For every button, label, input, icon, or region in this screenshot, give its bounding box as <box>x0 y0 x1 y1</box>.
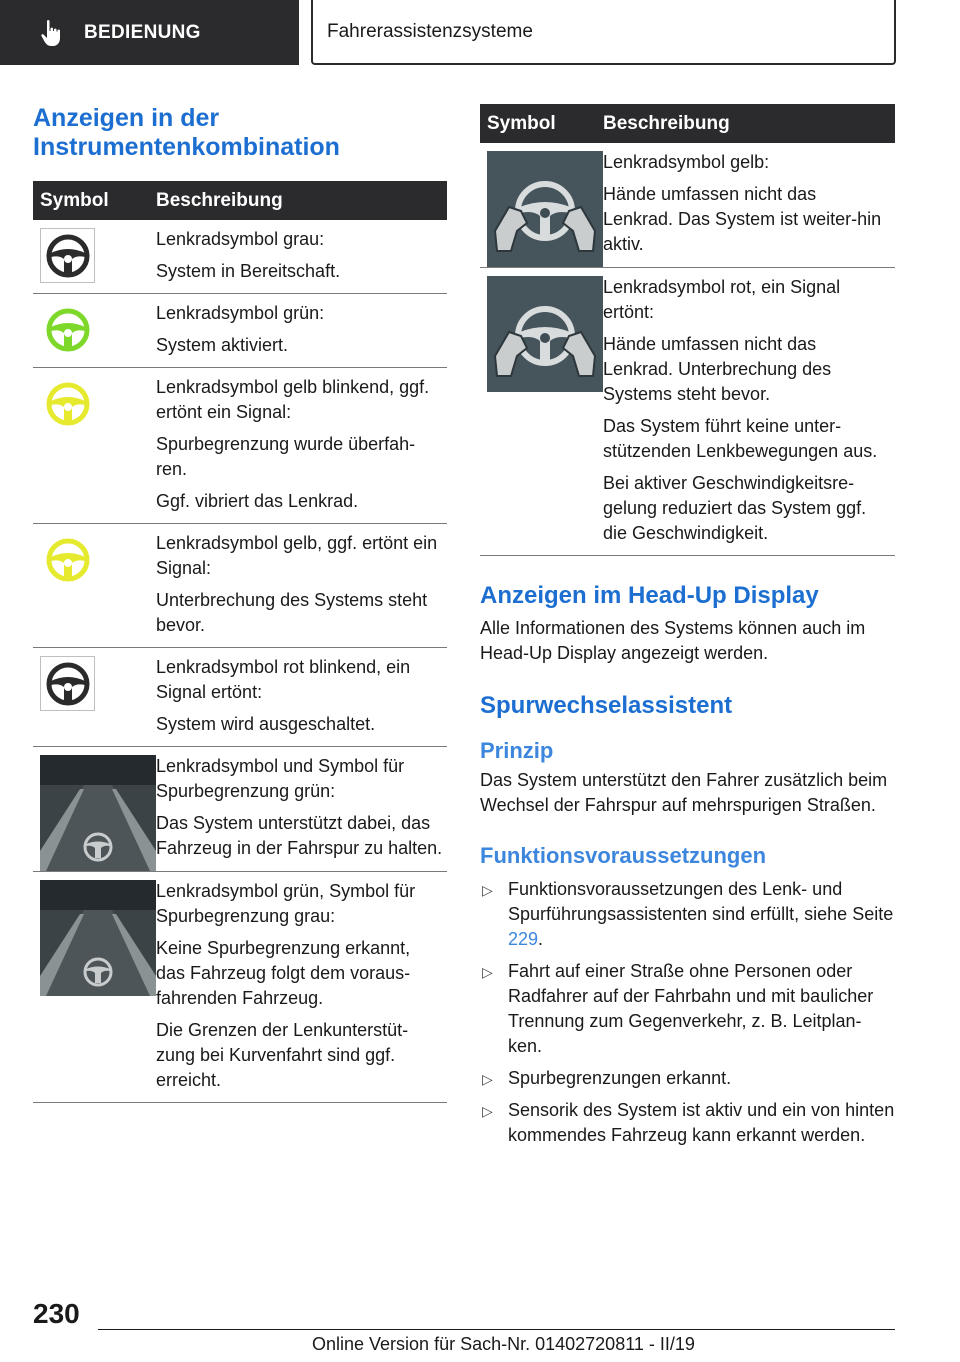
symbol-frame <box>40 228 95 283</box>
hand-pointer-icon <box>40 19 64 47</box>
symbol-cell <box>33 872 156 1103</box>
symbol-cell <box>33 648 156 747</box>
bullet-text: Funktionsvoraussetzungen des Lenk- und Spurführungsassistenten sind erfüllt, siehe Seite <box>508 879 894 924</box>
triangle-bullet-icon: ▷ <box>482 964 493 980</box>
symbol-cell <box>33 294 156 368</box>
steering-wheel-yellow-icon <box>45 537 91 583</box>
description-line: Das System unterstützt dabei, das Fahrzeug in der Fahrspur zu halten. <box>156 813 443 858</box>
symbol-frame <box>40 656 95 711</box>
footer-version-text: Online Version für Sach-Nr. 01402720811 - II/19 <box>312 1334 695 1354</box>
description-line: Lenkradsymbol grün: <box>156 303 325 323</box>
chapter-title: BEDIENUNG <box>84 21 201 43</box>
table-row <box>33 524 447 648</box>
description-cell <box>603 143 895 268</box>
symbol-cell <box>33 524 156 648</box>
description-line: Lenkradsymbol gelb blinkend, ggf. ertönt ein Signal: <box>156 377 430 422</box>
description-line: System aktiviert. <box>156 335 289 355</box>
description-cell <box>156 368 447 524</box>
heading-lane-change-assistant: Spurwechselassistent <box>480 692 733 719</box>
description-line: Lenkradsymbol gelb, ggf. ertönt ein Signal: <box>156 533 438 578</box>
col-header-description: Beschreibung <box>603 104 895 143</box>
description-cell <box>156 220 447 294</box>
description-line: Lenkradsymbol grün, Symbol für Spurbegrenzung grau: <box>156 881 416 926</box>
triangle-bullet-icon: ▷ <box>482 1071 493 1087</box>
bullet-text: Spurbegrenzungen erkannt. <box>508 1068 732 1088</box>
description-line: Ggf. vibriert das Lenkrad. <box>156 491 359 511</box>
page-link[interactable]: 229 <box>508 929 539 949</box>
description-line: Das System führt keine unter-stützenden Lenkbewegungen aus. <box>603 416 878 461</box>
triangle-bullet-icon: ▷ <box>482 882 493 898</box>
lane-display-photo <box>40 880 156 996</box>
lane-display-photo <box>40 755 156 871</box>
table-row <box>33 220 447 294</box>
table-row <box>480 268 895 556</box>
symbol-cell <box>33 747 156 872</box>
description-line: Unterbrechung des Systems steht bevor. <box>156 590 428 635</box>
description-line: Lenkradsymbol rot, ein Signal ertönt: <box>603 277 841 322</box>
steering-wheel-grey-icon <box>45 233 91 279</box>
description-cell <box>156 872 447 1103</box>
description-line: System in Bereitschaft. <box>156 261 341 281</box>
description-line: Lenkradsymbol und Symbol für Spurbegrenzung grün: <box>156 756 405 801</box>
symbol-cell <box>33 220 156 294</box>
heading-requirements: Funktionsvoraussetzungen <box>480 843 767 868</box>
symbol-frame <box>40 302 95 357</box>
description-cell <box>156 294 447 368</box>
list-item <box>480 1066 895 1091</box>
principle-text: Das System unterstützt den Fahrer zusätzlich beim Wechsel der Fahrspur auf mehrspurigen Straßen. <box>480 770 888 815</box>
hands-on-wheel-photo <box>487 151 603 267</box>
symbol-table-hands <box>480 104 895 556</box>
col-header-symbol: Symbol <box>33 181 156 220</box>
heading-principle: Prinzip <box>480 738 554 763</box>
description-line: Lenkradsymbol grau: <box>156 229 325 249</box>
description-line: System wird ausgeschaltet. <box>156 714 376 734</box>
description-cell <box>156 524 447 648</box>
symbol-cell <box>480 268 603 556</box>
list-item <box>480 877 895 952</box>
description-cell <box>156 648 447 747</box>
steering-wheel-yellow-icon <box>45 381 91 427</box>
section-tab <box>311 0 896 65</box>
right-column <box>480 104 895 1155</box>
list-item <box>480 959 895 1059</box>
left-column <box>33 104 447 1103</box>
table-row <box>33 648 447 747</box>
heading-hud: Anzeigen im Head-Up Display <box>480 582 819 609</box>
requirements-list <box>480 877 895 1148</box>
description-line: Hände umfassen nicht das Lenkrad. Das System ist weiter-hin aktiv. <box>603 184 882 254</box>
description-cell <box>156 747 447 872</box>
description-line: Lenkradsymbol gelb: <box>603 152 770 172</box>
description-line: Die Grenzen der Lenkunterstüt-zung bei Kurvenfahrt sind ggf. erreicht. <box>156 1020 409 1090</box>
hands-on-wheel-photo <box>487 276 603 392</box>
table-row <box>33 872 447 1103</box>
symbol-frame <box>40 376 95 431</box>
section-title: Fahrerassistenzsysteme <box>327 20 533 42</box>
chapter-tab <box>0 0 299 65</box>
page-number: 230 <box>33 1298 80 1329</box>
symbol-table-cluster <box>33 181 447 1103</box>
description-line: Lenkradsymbol rot blinkend, ein Signal ertönt: <box>156 657 411 702</box>
col-header-symbol: Symbol <box>480 104 603 143</box>
list-item <box>480 1098 895 1148</box>
symbol-frame <box>40 532 95 587</box>
bullet-text: Sensorik des System ist aktiv und ein von hinten kommendes Fahrzeug kann erkannt werden. <box>508 1100 895 1145</box>
bullet-text-end: . <box>538 929 544 949</box>
description-line: Hände umfassen nicht das Lenkrad. Unterbrechung des Systems steht bevor. <box>603 334 832 404</box>
heading-instrument-cluster: Anzeigen in der Instrumentenkombination <box>33 104 340 161</box>
description-line: Bei aktiver Geschwindigkeitsre-gelung reduziert das System ggf. die Geschwindigkeit. <box>603 473 867 543</box>
symbol-cell <box>33 368 156 524</box>
triangle-bullet-icon: ▷ <box>482 1103 493 1119</box>
description-line: Keine Spurbegrenzung erkannt, das Fahrzeug folgt dem voraus-fahrenden Fahrzeug. <box>156 938 411 1008</box>
table-row <box>33 747 447 872</box>
description-cell <box>603 268 895 556</box>
symbol-cell <box>480 143 603 268</box>
col-header-description: Beschreibung <box>156 181 447 220</box>
table-row <box>33 368 447 524</box>
description-line: Spurbegrenzung wurde überfah-ren. <box>156 434 416 479</box>
steering-wheel-red-icon <box>45 661 91 707</box>
hud-text: Alle Informationen des Systems können auch im Head-Up Display angezeigt werden. <box>480 618 866 663</box>
bullet-text: Fahrt auf einer Straße ohne Personen oder Radfahrer auf der Fahrbahn und mit baulicher Trennung zum Gegenverkehr, z. B. Leitplan-ken. <box>508 961 874 1056</box>
table-row <box>480 143 895 268</box>
steering-wheel-green-icon <box>45 307 91 353</box>
table-row <box>33 294 447 368</box>
